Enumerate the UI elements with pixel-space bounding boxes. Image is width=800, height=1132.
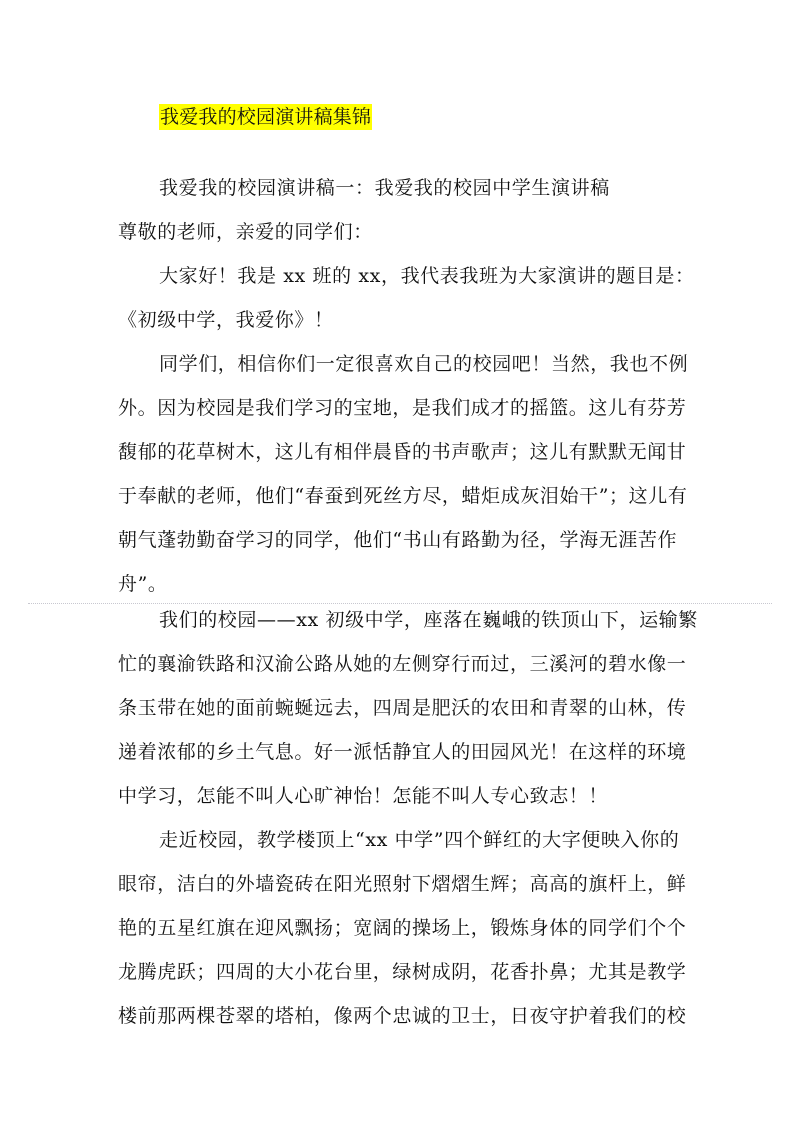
paragraph-line: 我爱我的校园演讲稿一：我爱我的校园中学生演讲稿 <box>159 177 610 199</box>
paragraph-line: 大家好！我是 xx 班的 xx，我代表我班为大家演讲的题目是： <box>159 265 695 287</box>
paragraph-line: 龙腾虎跃；四周的大小花台里，绿树成阴，花香扑鼻；尤其是教学 <box>118 961 687 983</box>
paragraph-line: 馥郁的花草树木，这儿有相伴晨昏的书声歌声；这儿有默默无闻甘 <box>118 441 687 463</box>
paragraph-line: 递着浓郁的乡土气息。好一派恬静宜人的田园风光！在这样的环境 <box>118 741 687 763</box>
paragraph-line: 于奉献的老师，他们“春蚕到死丝方尽，蜡炬成灰泪始干”；这儿有 <box>118 485 688 507</box>
paragraph-line: 舟”。 <box>118 573 168 595</box>
paragraph-line: 尊敬的老师，亲爱的同学们： <box>118 221 373 243</box>
paragraph-line: 同学们，相信你们一定很喜欢自己的校园吧！当然，我也不例 <box>159 353 689 375</box>
paragraph-line: 走近校园，教学楼顶上“xx 中学”四个鲜红的大字便映入你的 <box>159 829 680 851</box>
paragraph-line: 外。因为校园是我们学习的宝地，是我们成才的摇篮。这儿有芬芳 <box>118 397 687 419</box>
paragraph-line: 艳的五星红旗在迎风飘扬；宽阔的操场上，锻炼身体的同学们个个 <box>118 917 687 939</box>
paragraph-line: 中学习，怎能不叫人心旷神怡！怎能不叫人专心致志！！ <box>118 785 609 807</box>
page-break-divider <box>28 603 772 604</box>
paragraph-line: 眼帘，洁白的外墙瓷砖在阳光照射下熠熠生辉；高高的旗杆上，鲜 <box>118 873 687 895</box>
paragraph-line: 《初级中学，我爱你》！ <box>118 309 334 331</box>
paragraph-line: 忙的襄渝铁路和汉渝公路从她的左侧穿行而过，三溪河的碧水像一 <box>118 653 687 675</box>
paragraph-line: 条玉带在她的面前蜿蜒远去，四周是肥沃的农田和青翠的山林，传 <box>118 697 687 719</box>
paragraph-line: 朝气蓬勃勤奋学习的同学，他们“书山有路勤为径，学海无涯苦作 <box>118 529 678 551</box>
document-title: 我爱我的校园演讲稿集锦 <box>160 106 372 128</box>
paragraph-line: 我们的校园——xx 初级中学，座落在巍峨的铁顶山下，运输繁 <box>159 609 698 631</box>
paragraph-line: 楼前那两棵苍翠的塔柏，像两个忠诚的卫士，日夜守护着我们的校 <box>118 1005 687 1027</box>
